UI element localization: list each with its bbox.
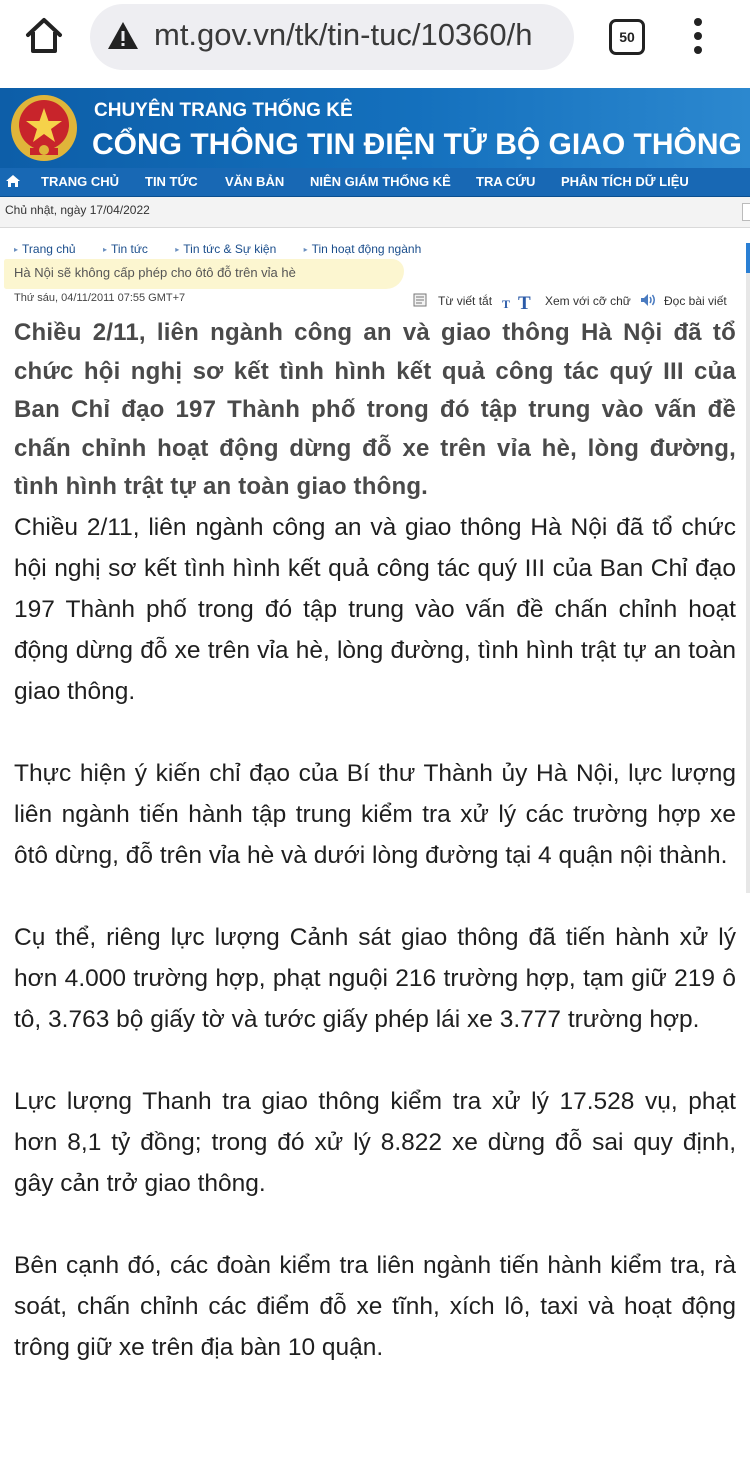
scroll-track[interactable] (746, 243, 750, 893)
warning-triangle-icon[interactable] (107, 21, 139, 51)
breadcrumb-home[interactable]: Trang chủ (22, 242, 76, 256)
home-icon[interactable] (22, 14, 66, 58)
triangle-bullet-icon: ▸ (14, 245, 19, 254)
site-banner (0, 88, 750, 168)
date-bar (0, 197, 750, 228)
speaker-icon[interactable] (640, 293, 658, 312)
national-emblem-icon[interactable] (8, 92, 80, 164)
abbreviation-icon[interactable] (413, 293, 427, 312)
url-text[interactable]: mt.gov.vn/tk/tin-tuc/10360/h (154, 17, 533, 52)
abbreviation-link[interactable]: Từ viết tắt (438, 294, 493, 308)
main-nav (0, 168, 750, 197)
article-paragraph: Chiều 2/11, liên ngành công an và giao thông Hà Nội đã tổ chức hội nghị sơ kết tình hình kết quả công tác quý III của Ban Chỉ đạo 197 Thành phố trong đó tập trung vào vấn đề chấn chỉnh hoạt động dừng đỗ xe trên vỉa hè, lòng đường, tình hình trật tự an toàn giao thông. (14, 513, 736, 705)
article-paragraph: Thực hiện ý kiến chỉ đạo của Bí thư Thành ủy Hà Nội, lực lượng liên ngành tiến hành tập trung kiểm tra xử lý các trường hợp xe ôtô dừng, đỗ trên vỉa hè và dưới lòng đường tại 4 quận nội thành. (14, 759, 736, 869)
site-subtitle: CHUYÊN TRANG THỐNG KÊ (94, 100, 353, 121)
svg-text:T: T (502, 297, 511, 310)
article-body (14, 314, 736, 1409)
breadcrumb-news[interactable]: Tin tức (110, 242, 148, 256)
search-box-edge[interactable] (742, 203, 750, 221)
svg-text:T: T (518, 293, 531, 310)
published-date: Thứ sáu, 04/11/2011 07:55 GMT+7 (14, 292, 186, 304)
nav-home-icon[interactable] (5, 173, 21, 189)
article-lead: Chiều 2/11, liên ngành công an và giao thông Hà Nội đã tổ chức hội nghị sơ kết tình hình kết quả công tác quý III của Ban Chỉ đạo 197 Thành phố trong đó tập trung vào vấn đề chấn chỉnh hoạt động dừng đỗ xe trên vỉa hè, lòng đường, tình hình trật tự an toàn giao thông. (14, 319, 736, 501)
site-title: CỔNG THÔNG TIN ĐIỆN TỬ BỘ GIAO THÔNG (92, 128, 742, 161)
triangle-bullet-icon: ▸ (303, 245, 308, 254)
nav-item-trang-chu[interactable]: TRANG CHỦ (41, 174, 119, 189)
address-bar[interactable] (90, 4, 574, 70)
nav-item-van-ban[interactable]: VĂN BẢN (225, 174, 285, 189)
breadcrumb (14, 242, 445, 256)
kebab-menu-icon[interactable] (690, 16, 706, 56)
browser-toolbar (0, 0, 750, 76)
font-size-link[interactable]: Xem với cỡ chữ (545, 294, 631, 308)
article-paragraph: Cụ thể, riêng lực lượng Cảnh sát giao thông đã tiến hành xử lý hơn 4.000 trường hợp, phạt nguội 216 trường hợp, tạm giữ 219 ô tô, 3.763 bộ giấy tờ và tước giấy phép lái xe 3.777 trường hợp. (14, 923, 736, 1033)
nav-item-tra-cuu[interactable]: TRA CỨU (476, 174, 536, 189)
triangle-bullet-icon: ▸ (102, 245, 107, 254)
font-size-icon[interactable] (502, 292, 540, 315)
scroll-thumb[interactable] (746, 243, 750, 273)
current-date: Chủ nhật, ngày 17/04/2022 (5, 203, 150, 217)
read-aloud-link[interactable]: Đọc bài viết (664, 294, 727, 308)
nav-item-nien-giam[interactable]: NIÊN GIÁM THỐNG KÊ (310, 174, 451, 189)
nav-item-tin-tuc[interactable]: TIN TỨC (145, 174, 198, 189)
tab-switcher-button[interactable]: 50 (609, 19, 645, 55)
article-paragraph: Lực lượng Thanh tra giao thông kiểm tra xử lý 17.528 vụ, phạt hơn 8,1 tỷ đồng; trong đó xử lý 8.822 xe dừng đỗ sai quy định, gây cản trở giao thông. (14, 1087, 736, 1197)
breadcrumb-industry[interactable]: Tin hoạt động ngành (311, 242, 422, 256)
triangle-bullet-icon: ▸ (175, 245, 180, 254)
breadcrumb-events[interactable]: Tin tức & Sự kiện (183, 242, 277, 256)
article-paragraph: Bên cạnh đó, các đoàn kiểm tra liên ngành tiến hành kiểm tra, rà soát, chấn chỉnh các điểm đỗ xe tĩnh, xích lô, taxi và hoạt động trông giữ xe trên địa bàn 10 quận. (14, 1251, 736, 1361)
article-short-title: Hà Nội sẽ không cấp phép cho ôtô đỗ trên vỉa hè (14, 265, 296, 280)
nav-item-phan-tich[interactable]: PHÂN TÍCH DỮ LIỆU (561, 174, 689, 189)
